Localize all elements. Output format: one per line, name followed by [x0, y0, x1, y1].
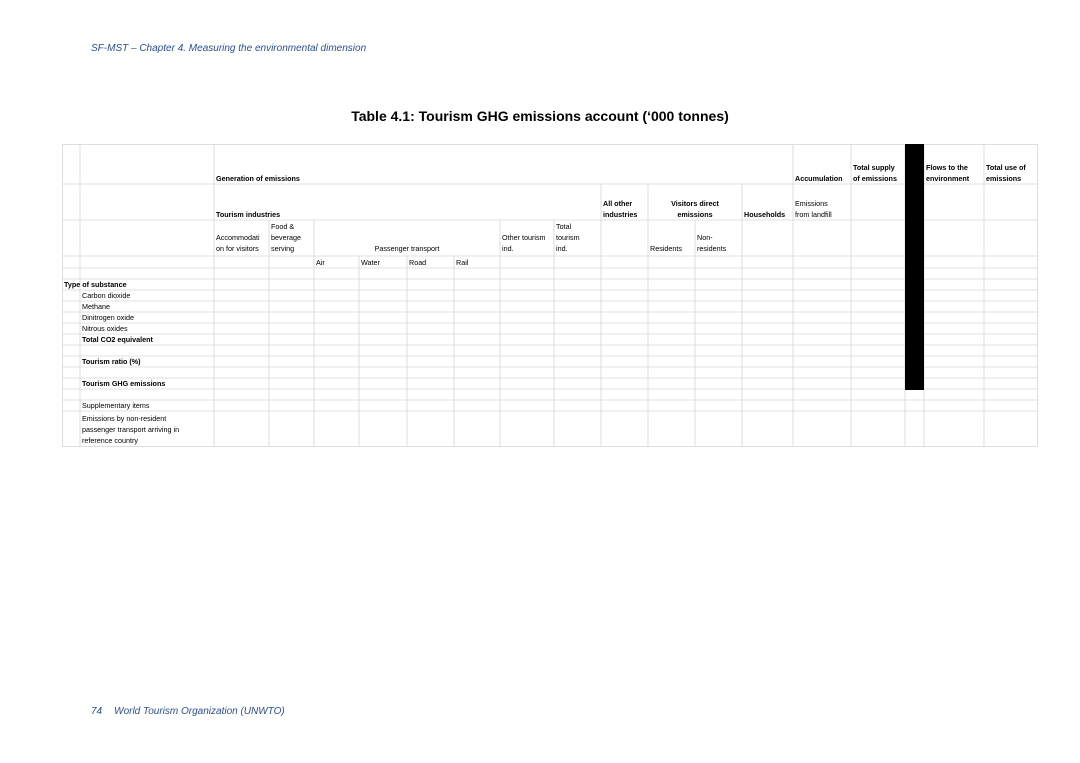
emissions-table: [62, 144, 1038, 448]
row-carbon-dioxide: Carbon dioxide: [82, 291, 131, 300]
page-number: 74: [91, 706, 103, 717]
header-accumulation: Accumulation: [795, 174, 843, 183]
header-all-other-line1: All other: [603, 199, 633, 208]
grid-lines: [62, 144, 1038, 447]
row-supplementary: Supplementary items: [82, 401, 150, 410]
header-accommodation-line2: on for visitors: [216, 244, 259, 253]
header-rail: Rail: [456, 258, 469, 267]
row-methane: Methane: [82, 302, 110, 311]
row-non-resident-line1: Emissions by non-resident: [82, 414, 167, 423]
header-food-line3: serving: [271, 244, 295, 253]
publisher-name: World Tourism Organization (UNWTO): [114, 706, 285, 717]
header-accommodation-line1: Accommodati: [216, 233, 260, 242]
header-generation: Generation of emissions: [216, 174, 300, 183]
row-dinitrogen-oxide: Dinitrogen oxide: [82, 313, 134, 322]
row-type-of-substance: Type of substance: [64, 280, 127, 289]
row-non-resident-line3: reference country: [82, 436, 138, 445]
header-residents: Residents: [650, 244, 682, 253]
header-food-line2: beverage: [271, 233, 301, 242]
header-landfill-line2: from landfill: [795, 210, 832, 219]
header-other-tourism-line1: Other tourism: [502, 233, 546, 242]
header-total-use-line2: emissions: [986, 174, 1022, 183]
header-total-supply-line2: of emissions: [853, 174, 897, 183]
header-households: Households: [744, 210, 786, 219]
row-tourism-ratio: Tourism ratio (%): [82, 357, 141, 366]
header-non-residents-line2: residents: [697, 244, 727, 253]
row-non-resident-line2: passenger transport arriving in: [82, 425, 180, 434]
header-total-supply-line1: Total supply: [853, 163, 895, 172]
row-total-co2: Total CO2 equivalent: [82, 335, 153, 344]
shaded-separator-column: [905, 144, 924, 390]
header-visitors-line1: Visitors direct: [671, 199, 719, 208]
header-visitors-line2: emissions: [677, 210, 713, 219]
header-total-tourism-line2: tourism: [556, 233, 580, 242]
header-other-tourism-line2: ind.: [502, 244, 514, 253]
header-food-line1: Food &: [271, 222, 295, 231]
table-title: Table 4.1: Tourism GHG emissions account (‘000 tonnes): [351, 108, 729, 124]
header-flows-line2: environment: [926, 174, 970, 183]
header-non-residents-line1: Non-: [697, 233, 713, 242]
header-total-tourism-line1: Total: [556, 222, 572, 231]
header-passenger-transport: Passenger transport: [374, 244, 440, 253]
header-total-use-line1: Total use of: [986, 163, 1026, 172]
page-footer: [91, 706, 285, 717]
header-flows-line1: Flows to the: [926, 163, 968, 172]
header-all-other-line2: industries: [603, 210, 638, 219]
running-head: SF-MST – Chapter 4. Measuring the environmental dimension: [91, 43, 367, 54]
header-landfill-line1: Emissions: [795, 199, 828, 208]
header-water: Water: [361, 258, 380, 267]
row-tourism-ghg: Tourism GHG emissions: [82, 379, 166, 388]
header-air: Air: [316, 258, 325, 267]
header-tourism-industries: Tourism industries: [216, 210, 281, 219]
header-total-tourism-line3: ind.: [556, 244, 568, 253]
table-grid: [62, 144, 1038, 448]
row-nitrous-oxides: Nitrous oxides: [82, 324, 128, 333]
header-road: Road: [409, 258, 427, 267]
